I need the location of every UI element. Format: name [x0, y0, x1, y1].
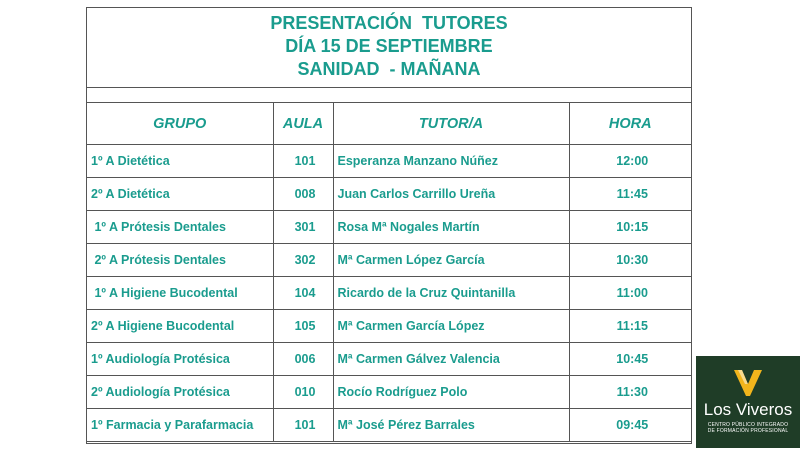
table-row: [87, 178, 691, 211]
cell-hora: 11:45: [569, 178, 691, 211]
cell-grupo: 2º A Prótesis Dentales: [87, 244, 273, 277]
cell-grupo: 1º A Higiene Bucodental: [87, 277, 273, 310]
cell-aula: 101: [273, 145, 333, 178]
table-row: [87, 376, 691, 409]
cell-hora: 10:30: [569, 244, 691, 277]
los-viveros-logo: [696, 356, 800, 448]
cell-grupo: 1º A Dietética: [87, 145, 273, 178]
spacer-row: [87, 88, 691, 103]
cell-tutor: Mª Carmen García López: [333, 310, 569, 343]
cell-aula: 008: [273, 178, 333, 211]
table-row: [87, 145, 691, 178]
viveros-v-icon: [732, 368, 764, 398]
cell-grupo: 2º Audiología Protésica: [87, 376, 273, 409]
cell-hora: 10:15: [569, 211, 691, 244]
cell-grupo: 1º Audiología Protésica: [87, 343, 273, 376]
cell-aula: 006: [273, 343, 333, 376]
cell-tutor: Mª José Pérez Barrales: [333, 409, 569, 442]
cell-aula: 302: [273, 244, 333, 277]
cell-grupo: 1º A Prótesis Dentales: [87, 211, 273, 244]
cell-aula: 301: [273, 211, 333, 244]
logo-subtitle-line-2: DE FORMACIÓN PROFESIONAL: [707, 428, 789, 434]
table-row: [87, 343, 691, 376]
cell-tutor: Mª Carmen López García: [333, 244, 569, 277]
header-hora: HORA: [569, 103, 691, 145]
cell-grupo: 2º A Higiene Bucodental: [87, 310, 273, 343]
title-line-3: SANIDAD - MAÑANA: [297, 59, 481, 79]
tutor-table: [87, 103, 691, 442]
table-row: [87, 409, 691, 442]
title-line-1: PRESENTACIÓN TUTORES: [270, 13, 508, 33]
title-block: [87, 8, 691, 88]
table-row: [87, 277, 691, 310]
table-row: [87, 244, 691, 277]
logo-brand: Los Viveros: [703, 400, 793, 419]
cell-tutor: Esperanza Manzano Núñez: [333, 145, 569, 178]
header-grupo: GRUPO: [87, 103, 273, 145]
cell-tutor: Rocío Rodríguez Polo: [333, 376, 569, 409]
table-row: [87, 211, 691, 244]
cell-hora: 09:45: [569, 409, 691, 442]
schedule-sheet: [86, 7, 692, 444]
cell-tutor: Ricardo de la Cruz Quintanilla: [333, 277, 569, 310]
cell-hora: 11:00: [569, 277, 691, 310]
header-aula: AULA: [273, 103, 333, 145]
cell-tutor: Mª Carmen Gálvez Valencia: [333, 343, 569, 376]
cell-aula: 105: [273, 310, 333, 343]
cell-aula: 101: [273, 409, 333, 442]
table-row: [87, 310, 691, 343]
cell-hora: 11:30: [569, 376, 691, 409]
cell-hora: 10:45: [569, 343, 691, 376]
cell-aula: 104: [273, 277, 333, 310]
cell-grupo: 2º A Dietética: [87, 178, 273, 211]
cell-hora: 12:00: [569, 145, 691, 178]
logo-subtitle: [696, 422, 800, 434]
cell-tutor: Juan Carlos Carrillo Ureña: [333, 178, 569, 211]
cell-grupo: 1º Farmacia y Parafarmacia: [87, 409, 273, 442]
logo-subtitle-line-1: CENTRO PÚBLICO INTEGRADO: [707, 422, 789, 428]
cell-tutor: Rosa Mª Nogales Martín: [333, 211, 569, 244]
header-tutor: TUTOR/A: [333, 103, 569, 145]
cell-hora: 11:15: [569, 310, 691, 343]
header-row: [87, 103, 691, 145]
cell-aula: 010: [273, 376, 333, 409]
title-line-2: DÍA 15 DE SEPTIEMBRE: [285, 36, 493, 56]
